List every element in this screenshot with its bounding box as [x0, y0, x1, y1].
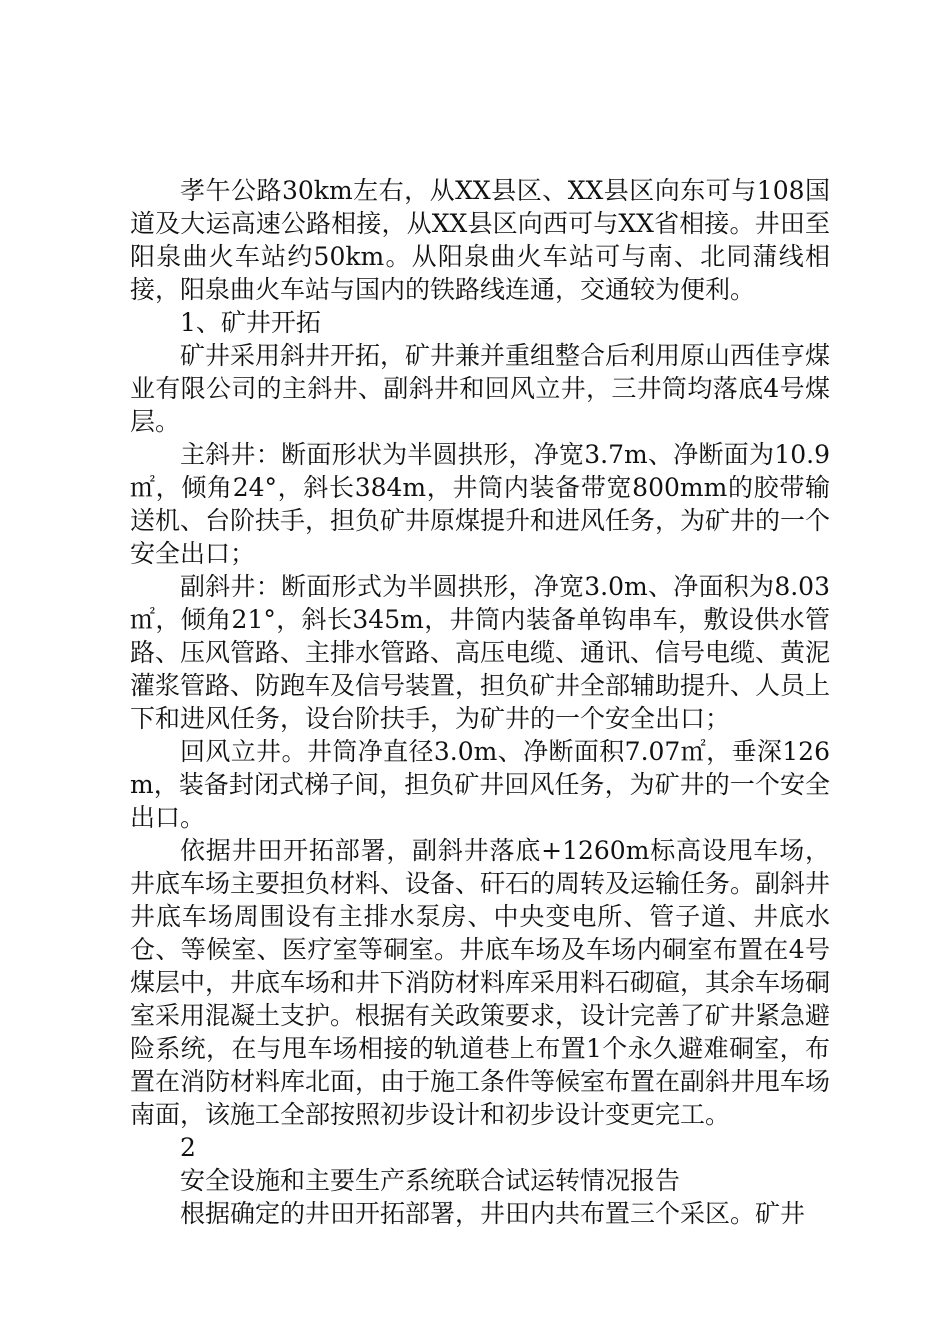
paragraph-main-incline-shaft: 主斜井：断面形状为半圆拱形，净宽3.7m、净断面为10.9㎡，倾角24°，斜长384m，井筒内装备带宽800mm的胶带输送机、台阶扶手，担负矿井原煤提升和进风任务，为矿井的一个安全出口；	[130, 440, 831, 568]
paragraph-auxiliary-incline-shaft: 副斜井：断面形式为半圆拱形，净宽3.0m、净面积为8.03㎡，倾角21°，斜长345m，井筒内装备单钩串车，敷设供水管路、压风管路、主排水管路、高压电缆、通讯、信号电缆、黄泥灌浆管路、防跑车及信号装置，担负矿井全部辅助提升、人员上下和进风任务，设台阶扶手，为矿井的一个安全出口；	[130, 572, 831, 733]
paragraph-transport: 孝午公路30km左右，从XX县区、XX县区向东可与108国道及大运高速公路相接，从XX县区向西可与XX省相接。井田至阳泉曲火车站约50km。从阳泉曲火车站可与南、北同蒲线相接，阳泉曲火车站与国内的铁路线连通，交通较为便利。	[130, 176, 830, 304]
paragraph-shaft-bottom-yard: 依据井田开拓部署，副斜井落底+1260m标高设甩车场，井底车场主要担负材料、设备、矸石的周转及运输任务。副斜井井底车场周围设有主排水泵房、中央变电所、管子道、井底水仓、等候室、医疗室等硐室。井底车场及车场内硐室布置在4号煤层中，井底车场和井下消防材料库采用料石砌碹，其余车场硐室采用混凝土支护。根据有关政策要求，设计完善了矿井紧急避险系统，在与甩车场相接的轨道巷上布置1个永久避难硐室，布置在消防材料库北面，由于施工条件等候室布置在副斜井甩车场南面，该施工全部按照初步设计和初步设计变更完工。	[130, 836, 831, 1129]
page-number: 2	[180, 1133, 196, 1162]
paragraph-development-method: 矿井采用斜井开拓，矿井兼并重组整合后利用原山西佳亨煤业有限公司的主斜井、副斜井和回风立井，三井筒均落底4号煤层。	[130, 341, 831, 436]
paragraph-mining-areas: 根据确定的井田开拓部署，井田内共布置三个采区。矿井	[180, 1199, 806, 1228]
paragraph-return-air-shaft: 回风立井。井筒净直径3.0m、净断面积7.07㎡，垂深126m，装备封闭式梯子间，担负矿井回风任务，为矿井的一个安全出口。	[130, 737, 830, 832]
heading-mine-development: 1、矿井开拓	[180, 308, 321, 337]
report-title: 安全设施和主要生产系统联合试运转情况报告	[180, 1166, 681, 1195]
document-page	[130, 174, 830, 1230]
